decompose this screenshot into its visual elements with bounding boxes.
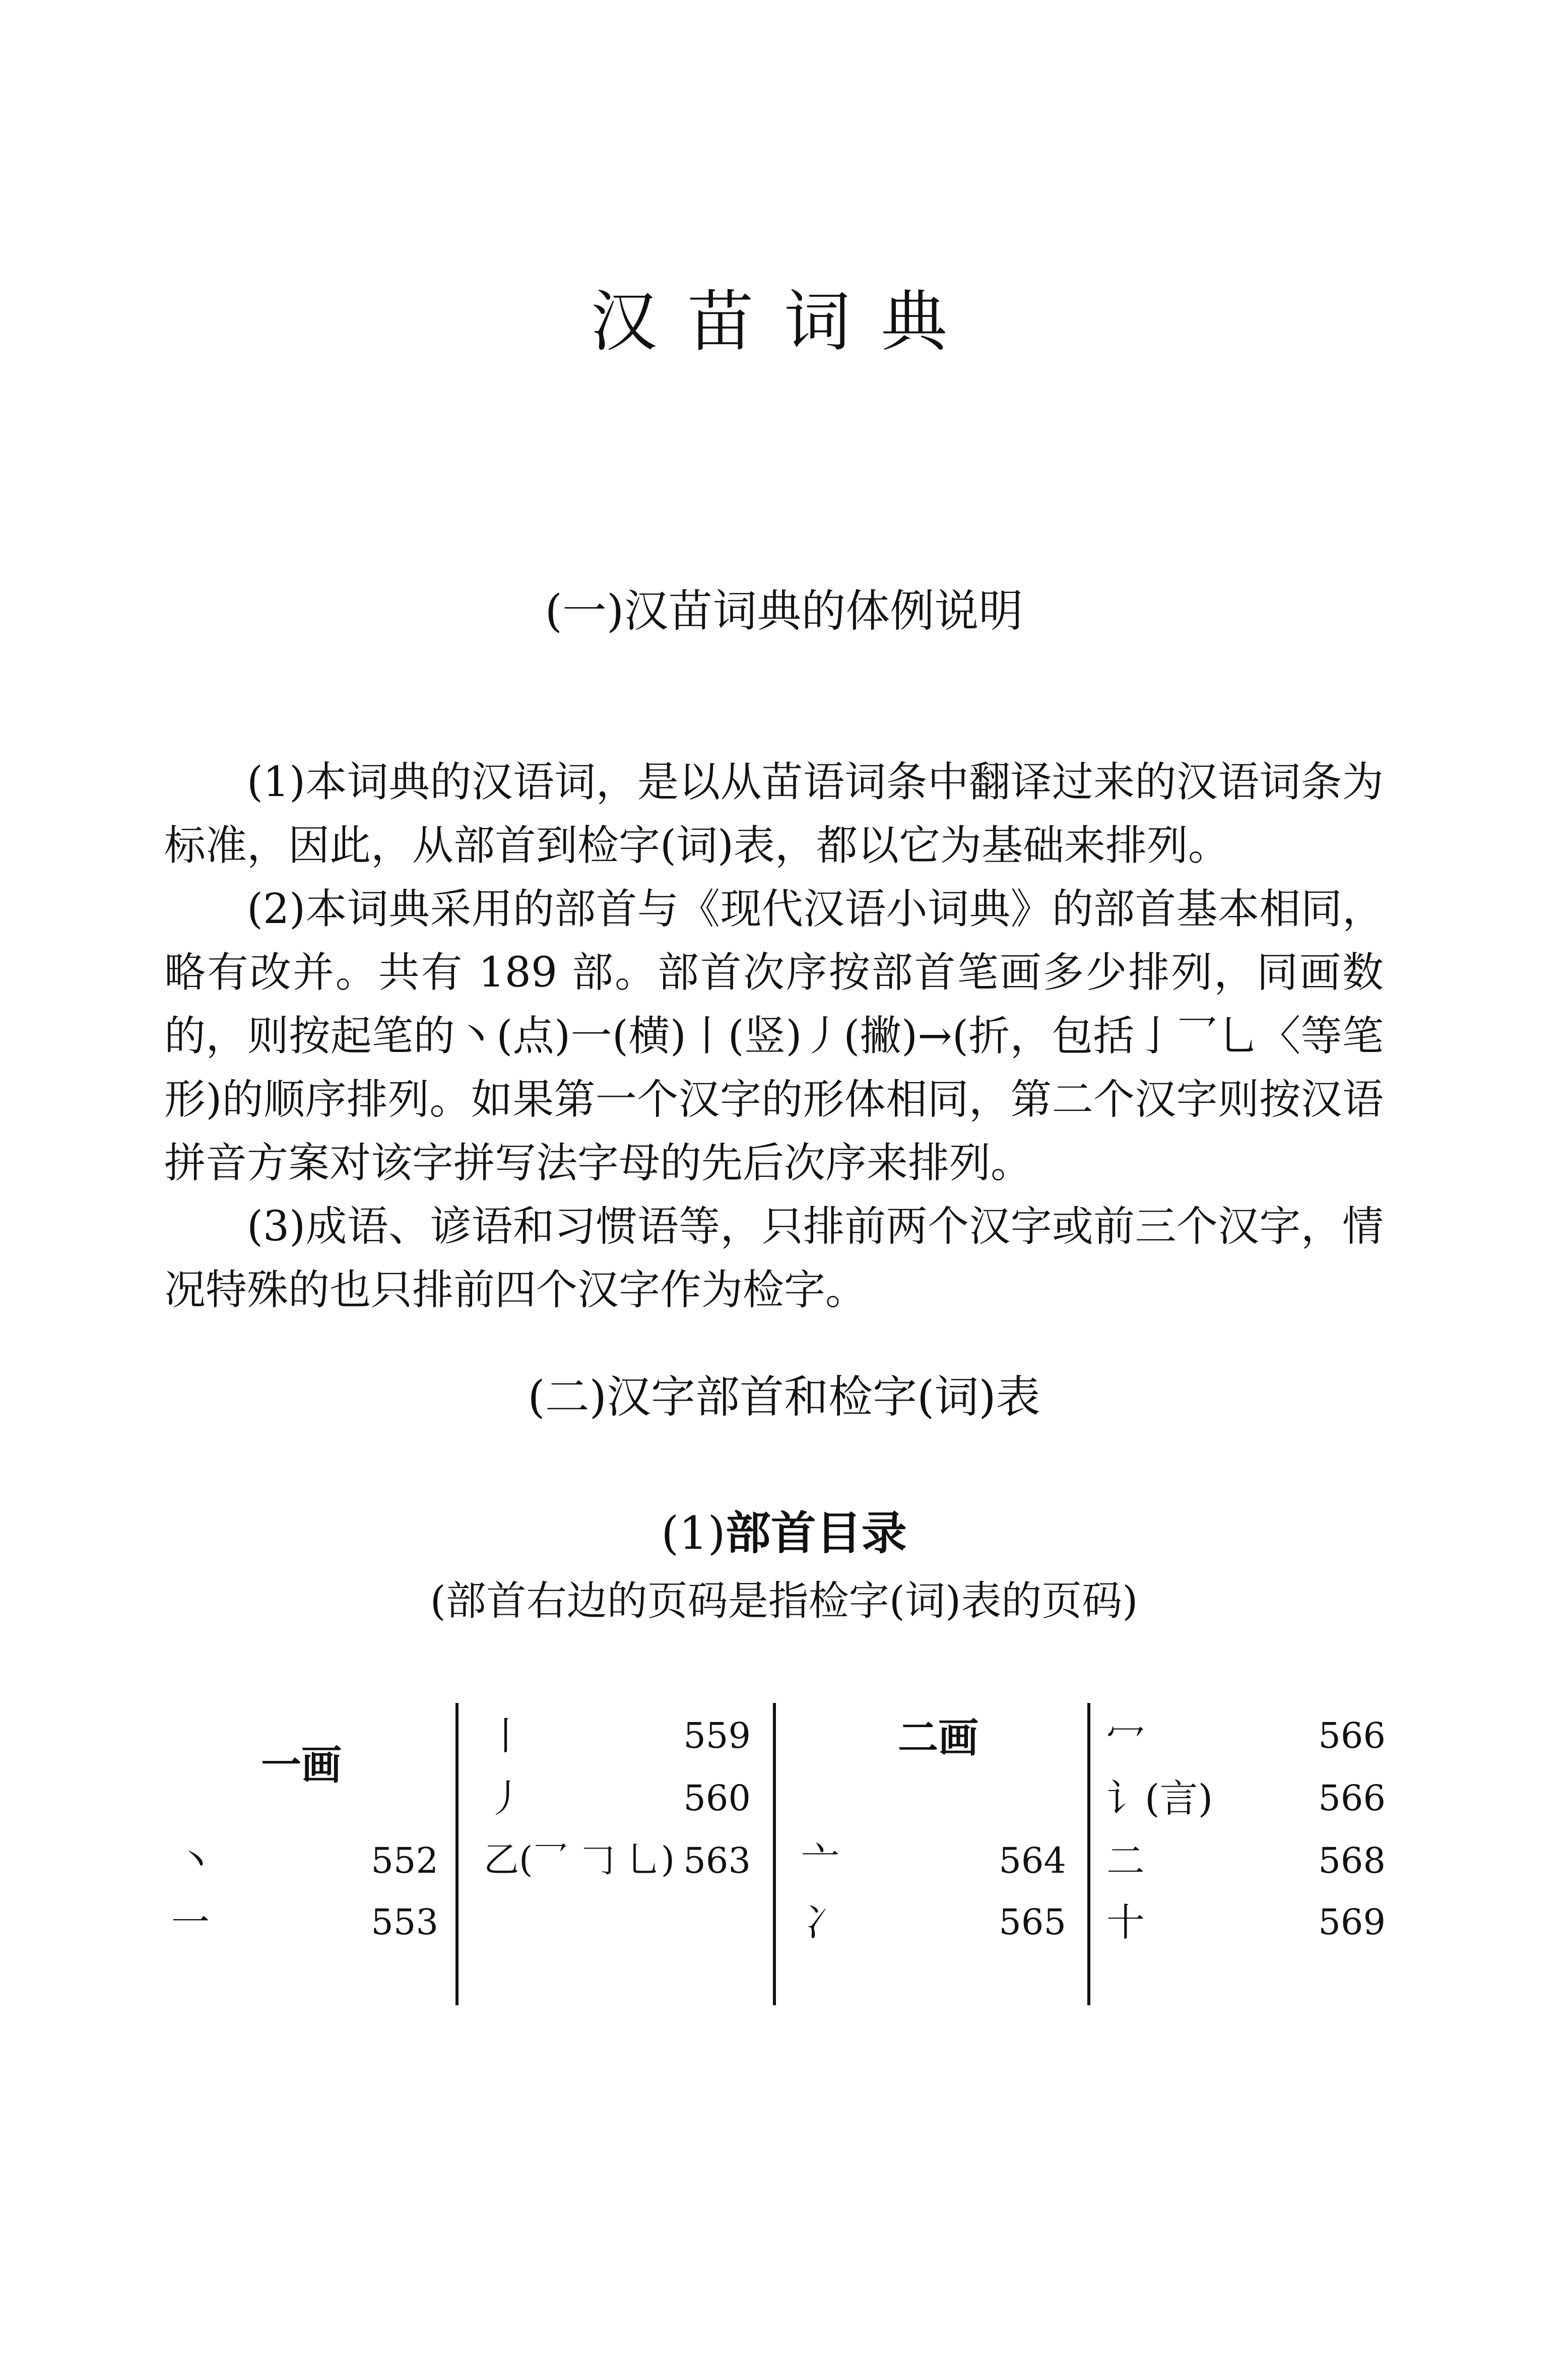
section-heading-radical-table: (二)汉字部首和检字(词)表 xyxy=(528,1371,1040,1423)
stroke-count-heading-two: 二画 xyxy=(898,1715,978,1761)
radical-entry: 亠 xyxy=(801,1838,839,1883)
radical-entry: 讠(言) xyxy=(1106,1776,1213,1821)
radical-entry: 二 xyxy=(1106,1838,1145,1883)
radical-page-number: 569 xyxy=(1318,1901,1386,1943)
sub-heading-number: (1) xyxy=(661,1507,726,1560)
radical-entry: 丶 xyxy=(176,1838,215,1883)
radical-page-number: 566 xyxy=(1318,1778,1386,1819)
page-number-note: (部首右边的页码是指检字(词)表的页码) xyxy=(430,1577,1138,1624)
radical-entry: 十 xyxy=(1106,1900,1145,1945)
paragraph-2: (2)本词典采用的部首与《现代汉语小词典》的部首基本相同，略有改并。共有 189 部。部首次序按部首笔画多少排列，同画数的，则按起笔的丶(点)一(横)丨(竖)丿(撇)→(折，包括亅乛乚〈等笔形)的顺序排列。如果第一个汉字的形体相同，第二个汉字则按汉语拼音方案对该字拼写法字母的先后次序来排列。 xyxy=(164,885,1384,1187)
radical-page-number: 564 xyxy=(999,1840,1066,1881)
radical-entry: 一 xyxy=(171,1900,210,1945)
radical-page-number: 565 xyxy=(999,1901,1066,1943)
radical-page-number: 559 xyxy=(683,1715,751,1756)
radical-page-number: 560 xyxy=(683,1778,751,1819)
column-divider xyxy=(1087,1703,1090,2005)
column-divider xyxy=(455,1703,459,2005)
radical-entry: 丿 xyxy=(487,1776,525,1821)
stroke-count-heading-one: 一画 xyxy=(261,1742,342,1789)
radical-entry: 丨 xyxy=(487,1714,525,1758)
radical-entry: 冫 xyxy=(804,1900,842,1945)
column-divider xyxy=(773,1703,776,2005)
radical-page-number: 568 xyxy=(1318,1840,1386,1881)
section-heading-conventions: (一)汉苗词典的体例说明 xyxy=(545,585,1023,637)
radical-entry: 冖 xyxy=(1106,1714,1145,1758)
sub-heading-text: 部首目录 xyxy=(725,1507,907,1560)
radical-page-number: 552 xyxy=(371,1840,438,1881)
radical-page-number: 566 xyxy=(1318,1715,1386,1756)
paragraph-3: (3)成语、谚语和习惯语等，只排前两个汉字或前三个汉字，情况特殊的也只排前四个汉字作为检字。 xyxy=(164,1203,1384,1314)
radical-entry: 乙(乛 𠃌 乚) xyxy=(484,1839,675,1880)
page-title: 汉苗词典 xyxy=(591,283,977,361)
paragraph-1: (1)本词典的汉语词，是以从苗语词条中翻译过来的汉语词条为标准，因此，从部首到检字(词)表，都以它为基础来排列。 xyxy=(164,758,1384,870)
radical-page-number: 563 xyxy=(683,1840,751,1881)
conventions-body xyxy=(164,751,1384,1322)
radical-page-number: 553 xyxy=(371,1901,438,1943)
sub-heading-radical-index xyxy=(0,1506,1568,1561)
